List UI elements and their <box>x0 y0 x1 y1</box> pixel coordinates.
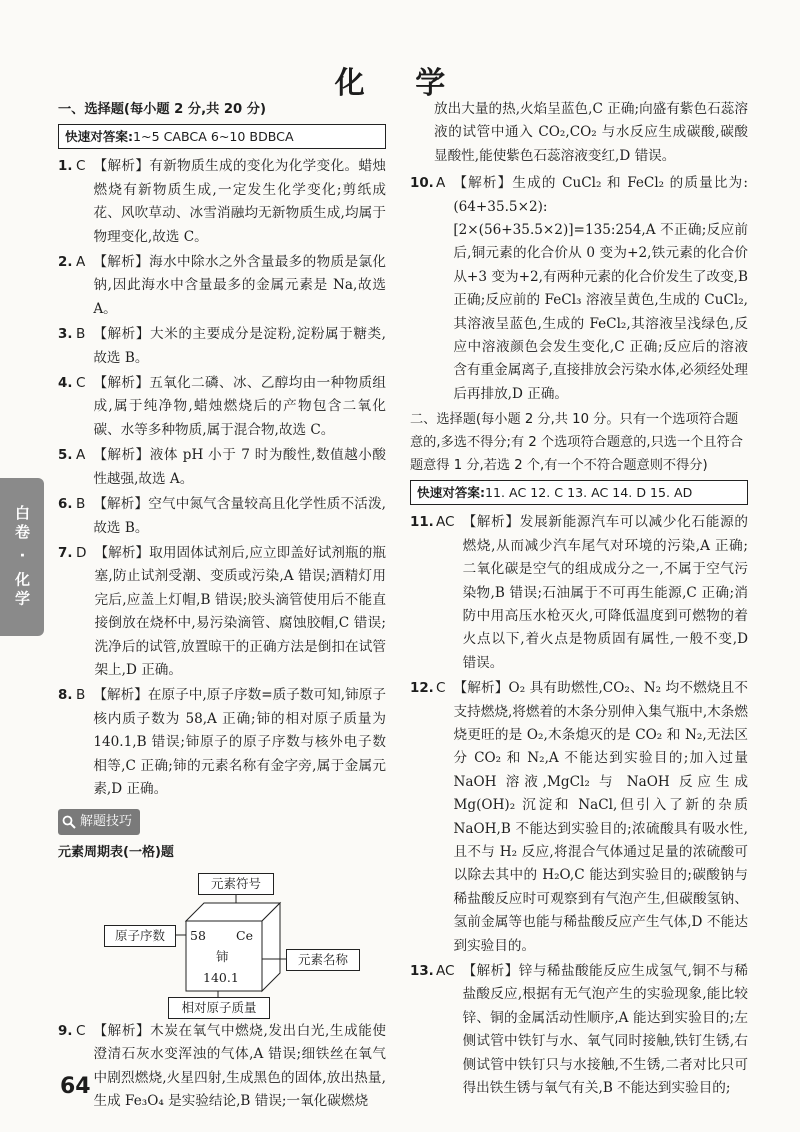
answer-item-12: 12. C 【解析】O₂ 具有助燃性,CO₂、N₂ 均不燃烧且不支持燃烧,将燃着的木条分别伸入集气瓶中,木条燃烧更旺的是 O₂,木条熄灭的是 CO₂ 和 N₂,无法区分 CO₂ 和 N₂,A 不能达到实验目的;加入过量 NaOH 溶液,MgCl₂ 与 NaOH 反应生成 Mg(OH)₂ 沉淀和 NaCl,但引入了新的杂质 NaOH,B 不能达到实验目的;浓硫酸具有吸水性,且不与 H₂ 反应,将混合气体通过足量的浓硫酸可以除去其中的 H₂O,C 能达到实验目的;碳酸钠与稀盐酸反应时可观察到有气泡产生,但碳酸氢钠、氢前金属等也能与稀盐酸反应产生气体,D 不能达到实验目的。 <box>410 680 748 954</box>
label-element-name: 元素名称 <box>286 949 360 971</box>
answer-item-9: 9. C 【解析】木炭在氧气中燃烧,发出白光,生成能使澄清石灰水变浑浊的气体,A 错误;细铁丝在氧气中剧烈燃烧,火星四射,生成黑色的固体,放出热量,生成 Fe₃O₄ 是实验结论,B 错误;一氧化碳燃烧 <box>58 1022 386 1110</box>
answer-item-4: 4. C 【解析】五氧化二磷、冰、乙醇均由一种物质组成,属于纯净物,蜡烛燃烧后的产物包含二氧化碳、水等多种物质,属于混合物,故选 C。 <box>58 375 386 438</box>
label-atomic-mass: 相对原子质量 <box>168 997 270 1019</box>
answer-item-8: 8. B 【解析】在原子中,原子序数=质子数可知,铈原子核内质子数为 58,A 正确;铈的相对原子质量为 140.1,B 错误;铈原子的原子序数与核外电子数相等,C 正确;铈的元素名称有金字旁,属于金属元素,D 正确。 <box>58 687 386 797</box>
right-column <box>410 98 748 1102</box>
label-atomic-number: 原子序数 <box>104 925 176 947</box>
answer-item-7: 7. D 【解析】取用固体试剂后,应立即盖好试剂瓶的瓶塞,防止试剂受潮、变质或污染,A 错误;酒精灯用完后,应盖上灯帽,B 错误;胶头滴管使用后不能直接倒放在烧杯中,易污染滴管、腐蚀胶帽,C 错误;洗净后的试管,放置晾干的正确方法是倒扣在试管架上,D 正确。 <box>58 544 386 678</box>
quick-answer-label: 快速对答案: <box>65 129 134 145</box>
quick-answer-text: 11. AC 12. C 13. AC 14. D 15. AD <box>485 485 693 501</box>
answer-item-1: 1. C 【解析】有新物质生成的变化为化学变化。蜡烛燃烧有新物质生成,一定发生化学变化;剪纸成花、风吹草动、冰雪消融均无新物质生成,均属于物理变化,故选 C。 <box>58 158 386 245</box>
cell-mass: 140.1 <box>203 969 239 985</box>
tips-badge <box>58 809 140 834</box>
cell-name: 铈 <box>216 948 229 964</box>
quick-answer-box-1 <box>58 124 386 149</box>
answer-item-10: 10. A 【解析】生成的 CuCl₂ 和 FeCl₂ 的质量比为:(64+35.5×2):[2×(56+35.5×2)]=135:254,A 不正确;反应前后,铜元素的化合价从 0 变为+2,铁元素的化合价从+3 变为+2,有两种元素的化合价发生了改变,B 正确;反应前的 FeCl₃ 溶液呈黄色,生成的 CuCl₂,其溶液呈蓝色,生成的 FeCl₂,其溶液呈浅绿色,反应中溶液颜色会发生变化,C 正确;反应后的溶液含有重金属离子,直接排放会污染水体,必须经处理后再排放,D 正确。 <box>410 175 748 402</box>
answer-item-3: 3. B 【解析】大米的主要成分是淀粉,淀粉属于糖类,故选 B。 <box>58 326 386 366</box>
cell-atomic-number: 58 <box>190 927 206 943</box>
quick-answer-box-2 <box>410 480 748 505</box>
periodic-cell-diagram <box>58 869 386 1019</box>
answer-item-13: 13. AC 【解析】锌与稀盐酸能反应生成氢气,铜不与稀盐酸反应,根据有无气泡产生的实验现象,能比较锌、铜的金属活动性顺序,A 能达到实验目的;左侧试管中铁钉与水、氧气同时接触,铁钉生锈,右侧试管中铁钉只与水接触,不生锈,二者对比只可得出铁生锈与氧气有关,B 不能达到实验目的; <box>410 963 748 1097</box>
tips-subtitle: 元素周期表(一格)题 <box>58 845 174 861</box>
left-column <box>58 98 386 1116</box>
side-tab[interactable]: 白卷 · 化学 <box>0 478 44 636</box>
section-heading-2: 二、选择题(每小题 2 分,共 10 分。只有一个选项符合题意的,多选不得分;有 2 个选项符合题意的,只选一个且符合题意得 1 分,若选 2 个,有一个不符合题意则不得分) <box>410 412 743 474</box>
answer-item-5: 5. A 【解析】液体 pH 小于 7 时为酸性,数值越小酸性越强,故选 A。 <box>58 447 386 487</box>
answer-item-11: 11. AC 【解析】发展新能源汽车可以减少化石能源的燃烧,从而减少汽车尾气对环境的污染,A 正确;二氧化碳是空气的组成成分之一,不属于空气污染物,B 错误;石油属于不可再生能源,C 正确;消防中用高压水枪灭火,可降低温度到可燃物的着火点以下,着火点是物质固有属性,一般不变,D 错误。 <box>410 514 748 671</box>
page-title: 化 学 <box>334 66 466 101</box>
magnifier-icon <box>62 815 76 829</box>
label-element-symbol: 元素符号 <box>198 873 274 895</box>
answer-item-6: 6. B 【解析】空气中氮气含量较高且化学性质不活泼,故选 B。 <box>58 496 386 536</box>
cell-symbol: Ce <box>236 927 253 943</box>
tips-label: 解题技巧 <box>80 814 133 830</box>
quick-answer-label: 快速对答案: <box>417 485 486 501</box>
quick-answer-text: 1~5 CABCA 6~10 BDBCA <box>133 129 294 145</box>
answer-item-2: 2. A 【解析】海水中除水之外含量最多的物质是氯化钠,因此海水中含量最多的金属元素是 Na,故选 A。 <box>58 254 386 317</box>
answer-item-9-continued: 放出大量的热,火焰呈蓝色,C 正确;向盛有紫色石蕊溶液的试管中通入 CO₂,CO₂ 与水反应生成碳酸,碳酸显酸性,能使紫色石蕊溶液变红,D 错误。 <box>434 101 748 164</box>
page-number: 64 <box>60 1074 91 1099</box>
section-heading-1: 一、选择题(每小题 2 分,共 20 分) <box>58 102 267 117</box>
